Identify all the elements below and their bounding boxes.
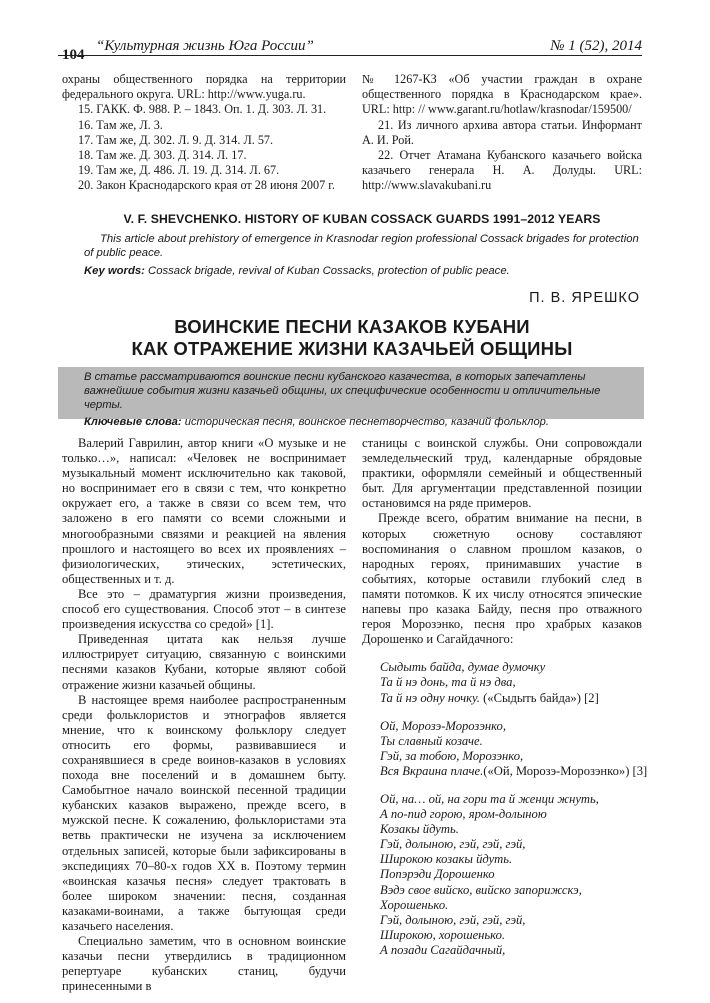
article-title <box>62 316 642 360</box>
verse-line: Попэрэди Дорошенко <box>380 867 495 882</box>
body-paragraph: Приведенная цитата как нельзя лучше иллюстрирует ситуацию, связанную с воинскими песнями казаков Кубани, которые являют собой отражение жизни казачьей общины. <box>62 632 346 692</box>
body-paragraph: станицы с воинской службы. Они сопровождали земледельческий труд, календарные обрядовые практики, оформляли семейный и общественный быт. Для аргументации представленной позиции остановимся на ряде примеров. <box>362 436 642 511</box>
verse-line: Широкою, хорошенько. <box>380 927 506 942</box>
abstract-text: В статье рассматриваются воинские песни кубанского казачества, в которых запечатлены важнейшие события жизни казачьей общины, их специфические особенности и отличительные черты. <box>84 371 601 411</box>
english-keywords-label: Key words: <box>84 265 145 277</box>
body-paragraph: Прежде всего, обратим внимание на песни, в которых сюжетную основу составляют воспоминания о славном прошлом казаков, о народных героях, принимавших участие в событиях, которые оставили глубокий след в памяти потомков. К их числу относятся эпические напевы про казака Байду, песня про отважного героя Морозэнко, песня про храбрых казаков Дорошенко и Сагайдачного: <box>362 511 642 647</box>
verse-line: Гэй, за тобою, Морозэнко, <box>380 748 524 763</box>
english-keywords <box>84 264 640 278</box>
references-left-column <box>62 72 346 194</box>
reference-item: 18. Там же. Д. 303. Д. 314. Л. 17. <box>78 148 247 163</box>
verse-line: Ой, Морозэ-Морозэнко, <box>380 718 506 733</box>
body-paragraph: Валерий Гаврилин, автор книги «О музыке и не только…», написал: «Человек не воспринимает музыкальный момент исключительно как таковой, но воспринимает его в связи с тем, что конкретно окружает его, а также в связи со всем тем, что заложено в его памяти со всеми сложными и многообразными связями и реакцией на явления прошлого и настоящего во всех их проявлениях – физиологических, этических, эстетических, общественных и т. д. <box>62 436 346 586</box>
reference-item: 19. Там же, Д. 486. Л. 19. Д. 314. Л. 67. <box>78 163 280 178</box>
references-right-column <box>362 72 642 194</box>
verse-line: А позади Сагайдачный, <box>380 942 506 957</box>
verse-citation: («Ой, Морозэ-Морозэнко») [3] <box>483 763 648 778</box>
issue-info: № 1 (52), 2014 <box>550 38 642 54</box>
verse-line: Козакы йдуть. <box>380 822 459 837</box>
reference-item: охраны общественного порядка на территории федерального округа. URL: http://www.yuga.ru. <box>62 72 346 102</box>
reference-item: 20. Закон Краснодарского края от 28 июня 2007 г. <box>78 178 335 193</box>
reference-item: 21. Из личного архива автора статьи. Информант А. И. Рой. <box>362 117 642 147</box>
reference-item: 17. Там же, Д. 302. Л. 9. Д. 314. Л. 57. <box>78 132 274 147</box>
article-keywords <box>84 415 636 429</box>
body-paragraph: В настоящее время наиболее распространенным среди фольклористов и этнографов является мнение, что к воинскому фольклору следует относить его формы, развивавшиеся и сохранявшиеся в среде воинов-казаков в условиях похода вне поселений и в домашнем быту. Самобытное начало воинской песенной традиции кубанских казаков выражено, прежде всего, в мужской песне. К сожалению, фольклористами эта ветвь практически не изучена за исключением отдельных записей, которые были зафиксированы в экспедициях 70–80-х годов ХХ в. Поэтому термин «воинская казачья песня» следует трактовать в более широком значении: песня, созданная казаками-воинами, а также бытующая среди казачьего населения. <box>62 692 346 933</box>
verse-line: Ой, на… ой, на гори та й женци жнуть, <box>380 791 599 806</box>
verse-block <box>380 718 648 779</box>
verse-line <box>380 763 648 779</box>
verse-line: Гэй, долыною, гэй, гэй, гэй, <box>380 837 526 852</box>
reference-item: 15. ГАКК. Ф. 988. Р. – 1843. Оп. 1. Д. 303. Л. 31. <box>78 102 327 117</box>
verse-line: Ты славный козаче. <box>380 733 483 748</box>
reference-item: 16. Там же, Л. 3. <box>78 117 163 132</box>
verse-line: А по-пид горою, яром-долыною <box>380 807 547 822</box>
verse-line: Сыдыть байда, думае думочку <box>380 660 546 675</box>
verse-block <box>380 792 642 958</box>
verse-line: Вэдэ свое вийско, вийско запорижскэ, <box>380 882 582 897</box>
journal-title: “Культурная жизнь Юга России” <box>96 38 314 54</box>
verse-line: Хорошенько. <box>380 897 449 912</box>
reference-item: 22. Отчет Атамана Кубанского казачьего войска казачьего генерала Н. А. Долуды. URL: http://www.slavakubani.ru <box>362 148 642 193</box>
verse-line-text: Та й нэ одну ночку. <box>380 690 480 705</box>
header-rule <box>58 55 642 56</box>
english-abstract: This article about prehistory of emergence in Krasnodar region professional Cossack brigades for protection of public peace. <box>84 233 639 259</box>
verse-line: Та й нэ донь, та й нэ два, <box>380 675 516 690</box>
page-number: 104 <box>62 47 85 63</box>
body-left-column <box>62 436 346 994</box>
running-header <box>62 37 642 63</box>
body-right-column <box>362 436 648 958</box>
keywords-label: Ключевые слова: <box>84 416 182 428</box>
verse-line: Широкою козакы йдуть. <box>380 852 513 867</box>
verse-line-text: Вся Вкраина плаче. <box>380 763 484 778</box>
verse-line <box>380 691 642 706</box>
english-title: V. F. SHEVCHENKO. HISTORY OF KUBAN COSSACK GUARDS 1991–2012 YEARS <box>123 212 601 226</box>
article-abstract <box>84 370 636 429</box>
english-summary <box>84 212 640 278</box>
article-author: П. В. ЯРЕШКО <box>529 290 640 306</box>
english-keywords-text: Cossack brigade, revival of Kuban Cossacks, protection of public peace. <box>148 265 510 277</box>
verse-citation: («Сыдыть байда») [2] <box>479 690 599 705</box>
body-paragraph: Все это – драматургия жизни произведения, способ его существования. Способ этот – в синтезе произведения искусства со средой» [1]. <box>62 586 346 632</box>
verse-line: Гэй, долыною, гэй, гэй, гэй, <box>380 912 526 927</box>
article-title-line: ВОИНСКИЕ ПЕСНИ КАЗАКОВ КУБАНИ <box>174 316 530 337</box>
verse-block <box>380 660 642 705</box>
keywords-text: историческая песня, воинское песнетворчество, казачий фольклор. <box>184 416 550 428</box>
body-paragraph: Специально заметим, что в основном воинские казачьи песни утвердились в традиционном репертуаре кубанских станиц, будучи принесенными в <box>62 934 346 994</box>
reference-item: № 1267-КЗ «Об участии граждан в охране общественного порядка в Краснодарском крае». URL: http: // www.garant.ru/hotlaw/krasnodar/159500/ <box>362 72 642 117</box>
article-title-line: КАК ОТРАЖЕНИЕ ЖИЗНИ КАЗАЧЬЕЙ ОБЩИНЫ <box>131 338 573 359</box>
